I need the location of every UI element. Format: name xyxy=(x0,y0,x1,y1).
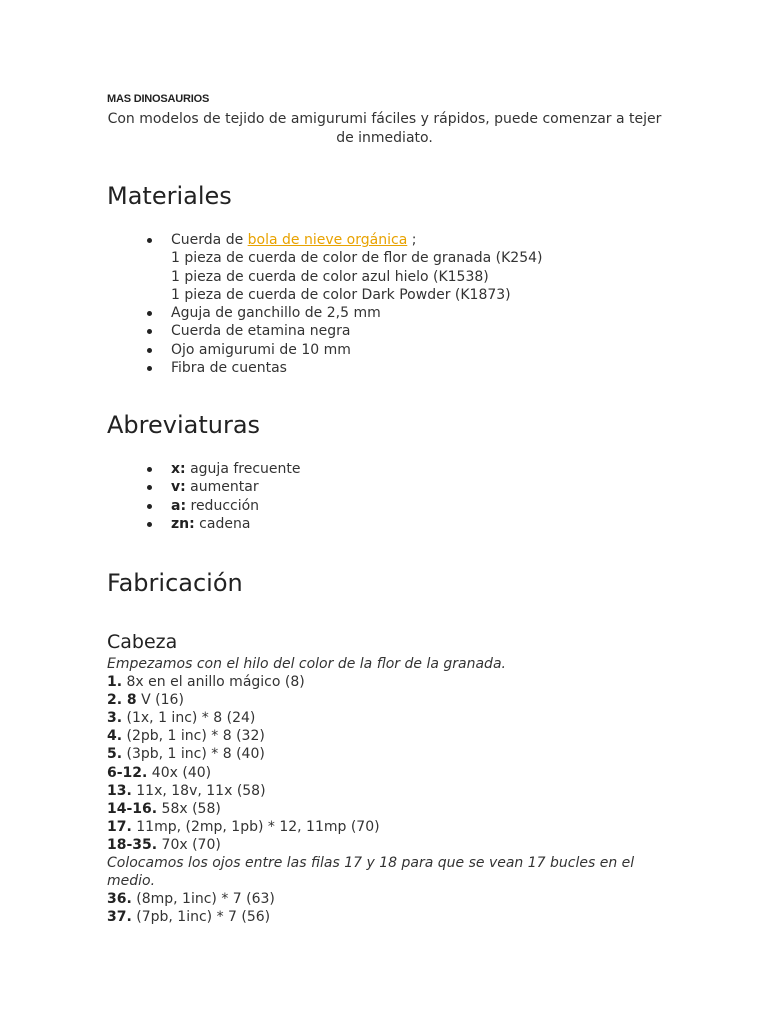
materials-list xyxy=(107,231,542,377)
row-number: 1. xyxy=(107,674,123,691)
materials-heading: Materiales xyxy=(107,182,232,210)
row-text: 11mp, (2mp, 1pb) * 12, 11mp (70) xyxy=(131,818,380,835)
pattern-note: Colocamos los ojos entre las filas 17 y 18 para que se vean 17 bucles en el medio. xyxy=(107,855,635,890)
abbreviation-key: x: xyxy=(171,461,186,477)
materials-item-label: Cuerda de etamina negra xyxy=(171,323,351,340)
pattern-row xyxy=(107,782,667,800)
row-text: (8mp, 1inc) * 7 (63) xyxy=(131,891,275,908)
row-number: 14-16. xyxy=(107,800,158,817)
row-number: 17. xyxy=(107,818,132,835)
abbreviation-key: zn: xyxy=(171,515,195,532)
materials-item-label: Aguja de ganchillo de 2,5 mm xyxy=(171,305,381,322)
materials-item xyxy=(107,322,542,340)
row-text: (2pb, 1 inc) * 8 (32) xyxy=(122,728,265,745)
materials-subline: 1 pieza de cuerda de color Dark Powder (K1873) xyxy=(171,286,511,303)
pattern-row xyxy=(107,709,667,727)
row-text: (3pb, 1 inc) * 8 (40) xyxy=(122,746,265,763)
materials-subline: 1 pieza de cuerda de color azul hielo (K1538) xyxy=(171,268,489,285)
cabeza-subheading: Cabeza xyxy=(107,631,178,653)
pattern-intro: Empezamos con el hilo del color de la flor de la granada. xyxy=(107,656,506,672)
pattern-rows xyxy=(107,655,667,926)
abbreviation-item xyxy=(107,478,301,496)
row-number: 36. xyxy=(107,891,132,908)
materials-item xyxy=(107,341,542,359)
bullet-icon xyxy=(147,522,152,527)
pattern-row xyxy=(107,890,667,908)
pattern-row xyxy=(107,745,667,763)
row-text: V (16) xyxy=(136,692,184,709)
row-number: 18-35. xyxy=(107,836,158,853)
abbreviation-item xyxy=(107,515,301,533)
row-text: 11x, 18v, 11x (58) xyxy=(131,782,266,799)
materials-item-prefix: Cuerda de xyxy=(171,232,248,248)
abbreviation-value: cadena xyxy=(194,515,251,532)
abbreviation-key: a: xyxy=(171,497,187,514)
materials-item xyxy=(107,359,542,377)
pattern-row xyxy=(107,764,667,782)
bullet-icon xyxy=(147,504,152,509)
materials-item-label: Fibra de cuentas xyxy=(171,360,287,377)
abbreviation-value: aguja frecuente xyxy=(185,461,301,477)
row-text: 58x (58) xyxy=(157,800,221,817)
abbreviations-heading: Abreviaturas xyxy=(107,411,261,439)
intro-paragraph: Con modelos de tejido de amigurumi fáciles y rápidos, puede comenzar a tejer de inmediato. xyxy=(107,111,662,146)
bullet-icon xyxy=(147,238,152,243)
bullet-icon xyxy=(147,311,152,316)
abbreviation-value: aumentar xyxy=(185,479,259,496)
bullet-icon xyxy=(147,485,152,490)
pattern-row xyxy=(107,727,667,745)
materials-subline: 1 pieza de cuerda de color de flor de granada (K254) xyxy=(171,250,543,267)
row-text: (7pb, 1inc) * 7 (56) xyxy=(131,909,271,926)
pattern-row xyxy=(107,818,667,836)
yarn-link[interactable]: bola de nieve orgánica xyxy=(247,232,408,248)
row-number: 37. xyxy=(107,909,132,926)
abbreviation-value: reducción xyxy=(186,497,260,514)
abbreviation-key: v: xyxy=(171,479,186,496)
materials-item-yarn xyxy=(107,231,542,304)
pattern-row xyxy=(107,800,667,818)
bullet-icon xyxy=(147,467,152,472)
abbreviation-item xyxy=(107,460,301,478)
bullet-icon xyxy=(147,329,152,334)
row-number: 13. xyxy=(107,782,132,799)
row-text: (1x, 1 inc) * 8 (24) xyxy=(122,710,256,727)
abbreviations-list xyxy=(107,460,301,533)
row-number: 2. 8 xyxy=(107,692,137,709)
materials-item-suffix: ; xyxy=(407,232,417,248)
row-text: 40x (40) xyxy=(147,764,212,781)
materials-item-label: Ojo amigurumi de 10 mm xyxy=(171,341,351,358)
row-text: 70x (70) xyxy=(157,836,221,853)
document-title: MAS DINOSAURIOS xyxy=(107,93,210,105)
bullet-icon xyxy=(147,366,152,371)
row-number: 3. xyxy=(107,710,123,727)
row-text: 8x en el anillo mágico (8) xyxy=(122,674,305,691)
pattern-row xyxy=(107,836,667,854)
pattern-row xyxy=(107,908,667,926)
pattern-row xyxy=(107,673,667,691)
row-number: 5. xyxy=(107,746,123,763)
fabrication-heading: Fabricación xyxy=(107,569,243,597)
row-number: 6-12. xyxy=(107,764,148,781)
pattern-row xyxy=(107,691,667,709)
row-number: 4. xyxy=(107,728,123,745)
bullet-icon xyxy=(147,348,152,353)
materials-item xyxy=(107,304,542,322)
abbreviation-item xyxy=(107,497,301,515)
